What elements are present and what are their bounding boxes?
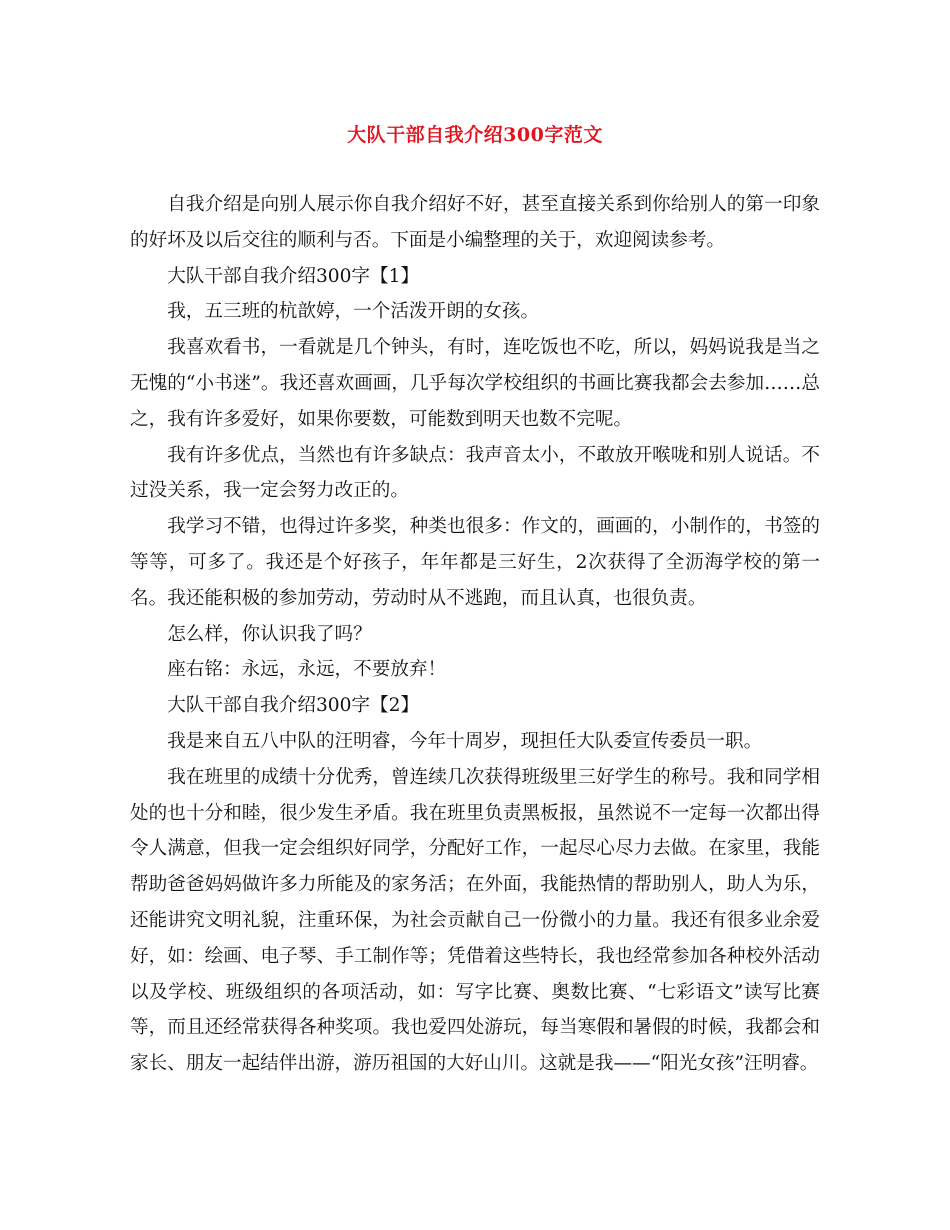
paragraph: 我，五三班的杭歆婷，一个活泼开朗的女孩。	[167, 301, 540, 323]
paragraph: 我学习不错，也得过许多奖，种类也很多：作文的，画画的，小制作的，书签的等等，可多了。我还是个好孩子，年年都是三好生，2次获得了全沥海学校的第一名。我还能积极的参加劳动，劳动时从不逃跑，而且认真，也很负责。	[130, 516, 820, 609]
section-heading-1: 大队干部自我介绍300字【1】	[167, 265, 420, 287]
paragraph: 怎么样，你认识我了吗？	[167, 623, 372, 645]
document-title: 大队干部自我介绍300字范文	[347, 124, 603, 146]
document-body	[130, 187, 820, 1082]
paragraph: 我在班里的成绩十分优秀，曾连续几次获得班级里三好学生的称号。我和同学相处的也十分和睦，很少发生矛盾。我在班里负责黑板报，虽然说不一定每一次都出得令人满意，但我一定会组织好同学，分配好工作，一起尽心尽力去做。在家里，我能帮助爸爸妈妈做许多力所能及的家务活；在外面，我能热情的帮助别人，助人为乐，还能讲究文明礼貌，注重环保，为社会贡献自己一份微小的力量。我还有很多业余爱好，如：绘画、电子琴、手工制作等；凭借着这些特长，我也经常参加各种校外活动以及学校、班级组织的各项活动，如：写字比赛、奥数比赛、“七彩语文”读写比赛等，而且还经常获得各种奖项。我也爱四处游玩，每当寒假和暑假的时候，我都会和家长、朋友一起结伴出游，游历祖国的大好山川。这就是我——“阳光女孩”汪明睿。	[130, 766, 820, 1075]
section-heading-2: 大队干部自我介绍300字【2】	[167, 695, 420, 717]
paragraph: 我有许多优点，当然也有许多缺点：我声音太小，不敢放开喉咙和别人说话。不过没关系，我一定会努力改正的。	[130, 444, 820, 502]
paragraph-intro: 自我介绍是向别人展示你自我介绍好不好，甚至直接关系到你给别人的第一印象的好坏及以后交往的顺利与否。下面是小编整理的关于，欢迎阅读参考。	[130, 194, 820, 251]
paragraph: 我喜欢看书，一看就是几个钟头，有时，连吃饭也不吃，所以，妈妈说我是当之无愧的“小书迷”。我还喜欢画画，几乎每次学校组织的书画比赛我都会去参加……总之，我有许多爱好，如果你要数，可能数到明天也数不完呢。	[130, 337, 820, 430]
motto-paragraph: 座右铭：永远，永远，不要放弃！	[167, 659, 447, 681]
paragraph: 我是来自五八中队的汪明睿，今年十周岁，现担任大队委宣传委员一职。	[167, 730, 763, 752]
